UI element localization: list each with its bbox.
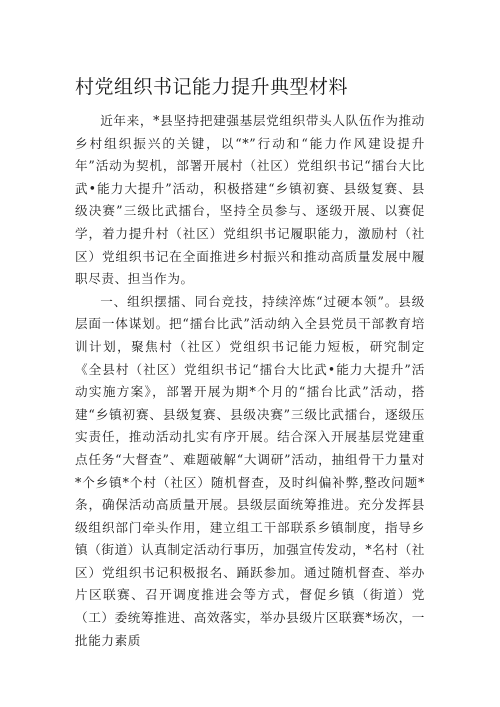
- document-title: 村党组织书记能力提升典型材料: [75, 76, 349, 98]
- document-body: [75, 110, 425, 652]
- paragraph-intro: 近年来，*县坚持把建强基层党组织带头人队伍作为推动乡村组织振兴的关键，以“*”行动和“能力作风建设提升年”活动为契机，部署开展村（社区）党组织书记“擂台大比武•能力大提升”活动，积极搭建“乡镇初赛、县级复赛、县级决赛”三级比武擂台，坚持全员参与、逐级开展、以赛促学，着力提升村（社区）党组织书记履职能力，激励村（社区）党组织书记在全面推进乡村振兴和推动高质量发展中履职尽责、担当作为。: [75, 113, 425, 287]
- paragraph-section-one: 一、组织摆擂、同台竞技，持续淬炼“过硬本领”。县级层面一体谋划。把“擂台比武”活动纳入全县党员干部教育培训计划，聚焦村（社区）党组织书记能力短板，研究制定《全县村（社区）党组织书记“擂台大比武•能力大提升”活动实施方案》，部署开展为期*个月的“擂台比武”活动，搭建“乡镇初赛、县级复赛、县级决赛”三级比武擂台，逐级压实责任，推动活动扎实有序开展。结合深入开展基层党建重点任务“大督查”、难题破解“大调研”活动，抽组骨干力量对*个乡镇*个村（社区）随机督查，及时纠偏补弊,整改问题*条，确保活动高质量开展。县级层面统筹推进。充分发挥县级组织部门牵头作用，建立组工干部联系乡镇制度，指导乡镇（街道）认真制定活动行事历，加强宣传发动，*名村（社区）党组织书记积极报名、踊跃参加。通过随机督查、举办片区联赛、召开调度推进会等方式，督促乡镇（街道）党（工）委统筹推进、高效落实，举办县级片区联赛*场次，一批能力素质: [75, 293, 425, 648]
